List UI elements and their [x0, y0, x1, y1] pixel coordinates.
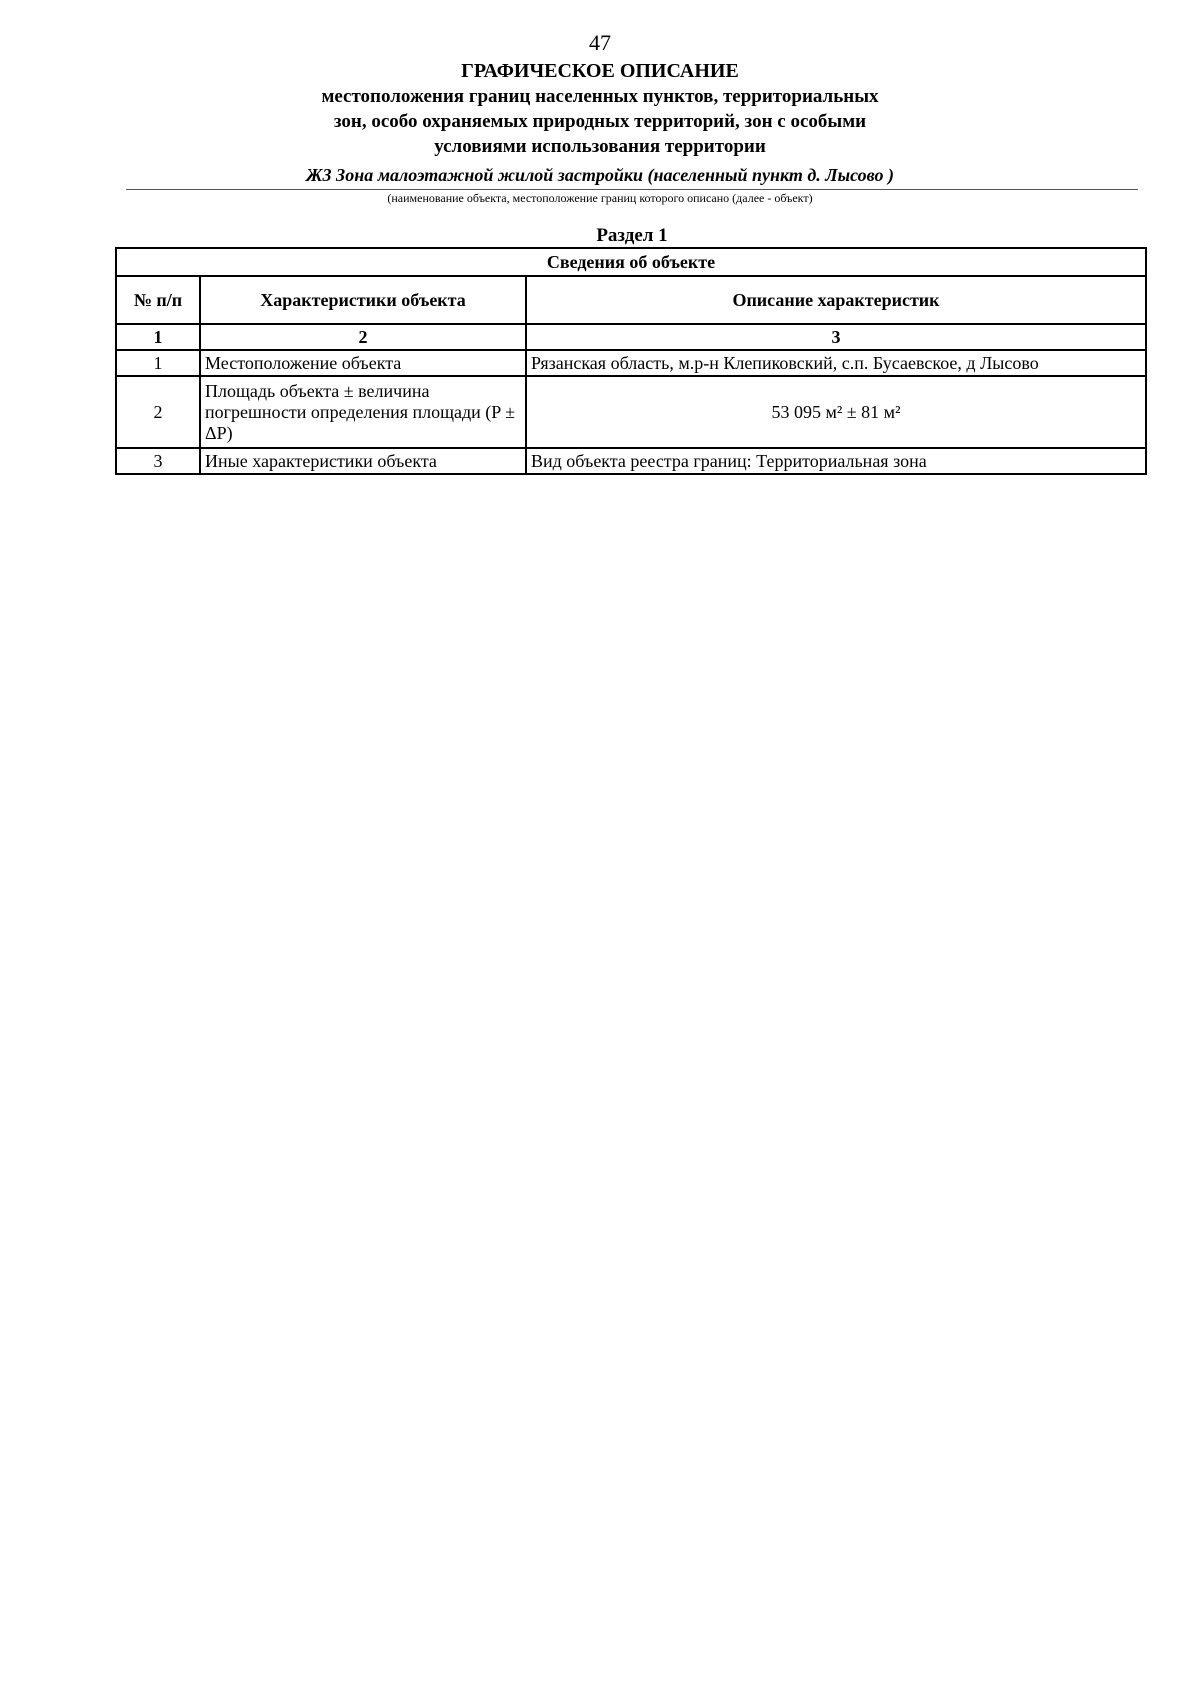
subtitle-line: зон, особо охраняемых природных территорий, зон с особыми	[333, 111, 867, 132]
header-characteristic: Характеристики объекта	[200, 276, 526, 324]
table-row	[116, 448, 1146, 474]
subtitle-line: условиями использования территории	[434, 136, 766, 157]
row-description: Вид объекта реестра границ: Территориальная зона	[526, 448, 1146, 474]
row-number: 3	[116, 448, 200, 474]
header-num: № п/п	[116, 276, 200, 324]
row-characteristic: Иные характеристики объекта	[200, 448, 526, 474]
object-name-underline	[126, 189, 1138, 190]
table-caption: Сведения об объекте	[116, 248, 1146, 276]
document-subtitle	[0, 84, 1200, 159]
object-name: Ж3 Зона малоэтажной жилой застройки (населенный пункт д. Лысово )	[306, 165, 894, 185]
page-number: 47	[589, 30, 611, 55]
row-number: 1	[116, 350, 200, 376]
column-number-row	[116, 324, 1146, 350]
header-description: Описание характеристик	[526, 276, 1146, 324]
row-number: 2	[116, 376, 200, 448]
row-characteristic: Площадь объекта ± величина погрешности определения площади (P ± ΔP)	[200, 376, 526, 448]
table-row	[116, 350, 1146, 376]
column-number: 2	[200, 324, 526, 350]
row-description: 53 095 м² ± 81 м²	[526, 376, 1146, 448]
column-number: 3	[526, 324, 1146, 350]
object-info-table	[115, 247, 1147, 475]
subtitle-line: местоположения границ населенных пунктов, территориальных	[321, 86, 879, 107]
row-description: Рязанская область, м.р-н Клепиковский, с.п. Бусаевское, д Лысово	[526, 350, 1146, 376]
column-number: 1	[116, 324, 200, 350]
object-name-caption: (наименование объекта, местоположение границ которого описано (далее - объект)	[387, 191, 813, 205]
table-row	[116, 376, 1146, 448]
section-title: Раздел 1	[596, 225, 668, 246]
document-title: ГРАФИЧЕСКОЕ ОПИСАНИЕ	[461, 60, 739, 82]
row-characteristic: Местоположение объекта	[200, 350, 526, 376]
table-header-row	[116, 276, 1146, 324]
table-caption-row	[116, 248, 1146, 276]
